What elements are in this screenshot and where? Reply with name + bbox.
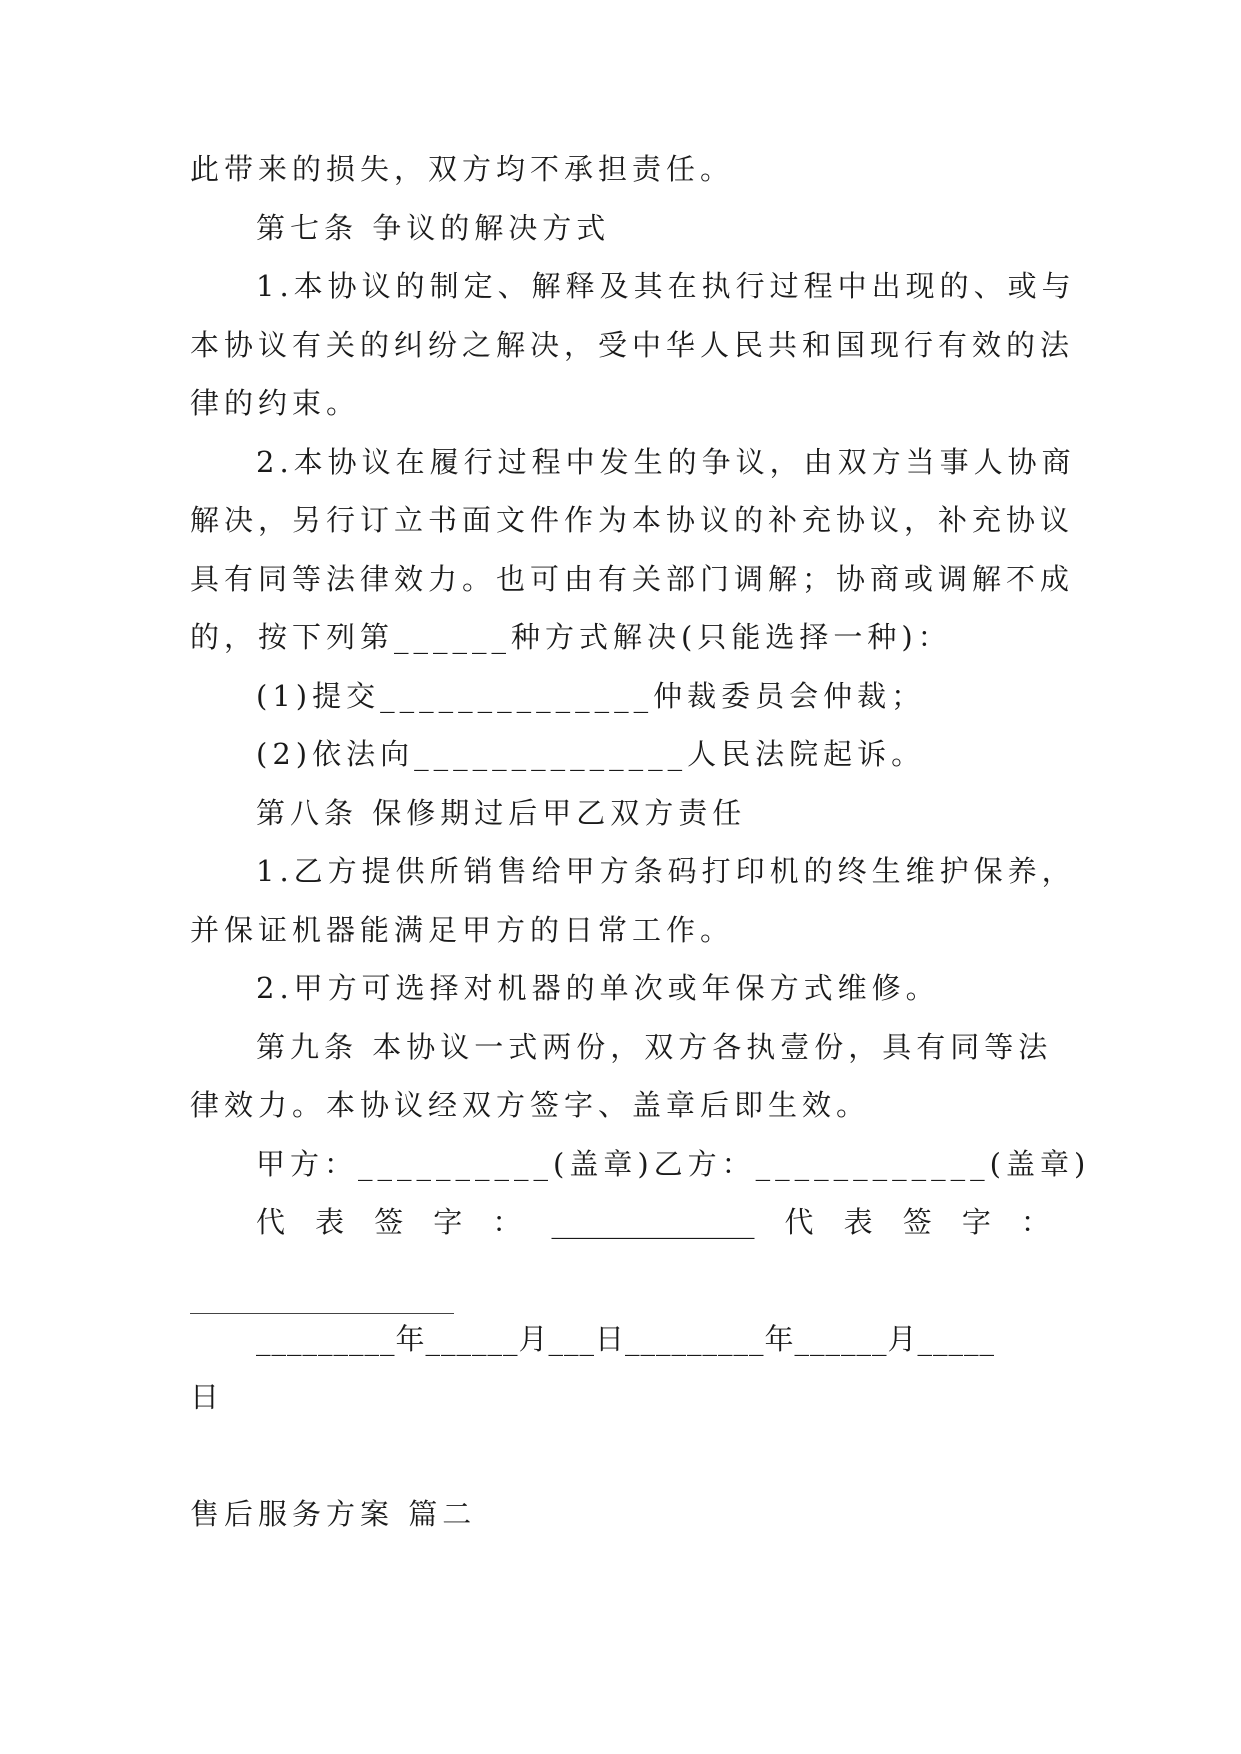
text-line-13: 1.乙方提供所销售给甲方条码打印机的终生维护保养， bbox=[256, 854, 1076, 888]
sig-char: 签 bbox=[902, 1205, 932, 1239]
date-tail: 日 bbox=[190, 1380, 225, 1414]
sig-char: 表 bbox=[315, 1205, 345, 1239]
sig-char: 签 bbox=[374, 1205, 404, 1239]
text-line-7: 解决，另行订立书面文件作为本协议的补充协议，补充协议 bbox=[190, 503, 1075, 537]
party-seal-line: 甲方：__________(盖章)乙方：____________(盖章) bbox=[256, 1146, 1091, 1181]
sig-char: ： bbox=[492, 1205, 522, 1239]
sig-char: 代 bbox=[784, 1205, 814, 1239]
sig-char: 字 bbox=[433, 1205, 463, 1239]
sig-char: 表 bbox=[843, 1205, 873, 1239]
text-line-17: 律效力。本协议经双方签字、盖章后即生效。 bbox=[190, 1088, 871, 1122]
text-line-6: 2.本协议在履行过程中发生的争议，由双方当事人协商 bbox=[256, 444, 1076, 479]
option-1-line: (1)提交______________仲裁委员会仲裁； bbox=[256, 678, 926, 713]
signature-gap bbox=[190, 1252, 1050, 1310]
sig-char: 代 bbox=[256, 1205, 286, 1239]
text-line-3: 1.本协议的制定、解释及其在执行过程中出现的、或与 bbox=[256, 269, 1076, 303]
sig-char: ： bbox=[1020, 1205, 1050, 1239]
text-line-8: 具有同等法律效力。也可由有关部门调解；协商或调解不成 bbox=[190, 561, 1075, 596]
signature-rule bbox=[190, 1313, 454, 1314]
article-7-heading: 第七条 争议的解决方式 bbox=[256, 210, 611, 245]
text-line-15: 2.甲方可选择对机器的单次或年保方式维修。 bbox=[256, 971, 940, 1005]
next-section-heading: 售后服务方案 篇二 bbox=[190, 1496, 477, 1531]
text-line-14: 并保证机器能满足甲方的日常工作。 bbox=[190, 912, 735, 947]
sig-blank: ______________ bbox=[551, 1205, 755, 1239]
text-line-5: 律的约束。 bbox=[190, 386, 361, 420]
document-body bbox=[190, 140, 1091, 1543]
text-line-4: 本协议有关的纠纷之解决，受中华人民共和国现行有效的法 bbox=[190, 327, 1075, 362]
article-8-heading: 第八条 保修期过后甲乙双方责任 bbox=[256, 795, 747, 830]
sig-char: 字 bbox=[961, 1205, 991, 1239]
text-line-9: 的，按下列第______种方式解决(只能选择一种)： bbox=[190, 620, 952, 654]
text-line-1: 此带来的损失，双方均不承担责任。 bbox=[190, 152, 735, 186]
representative-signature-line bbox=[190, 1193, 1050, 1252]
article-9-line: 第九条 本协议一式两份，双方各执壹份，具有同等法 bbox=[256, 1029, 1053, 1064]
section-gap bbox=[190, 1427, 1050, 1485]
option-2-line: (2)依法向______________人民法院起诉。 bbox=[256, 737, 926, 771]
date-line: _________年______月___日_________年______月_____ bbox=[256, 1321, 996, 1356]
